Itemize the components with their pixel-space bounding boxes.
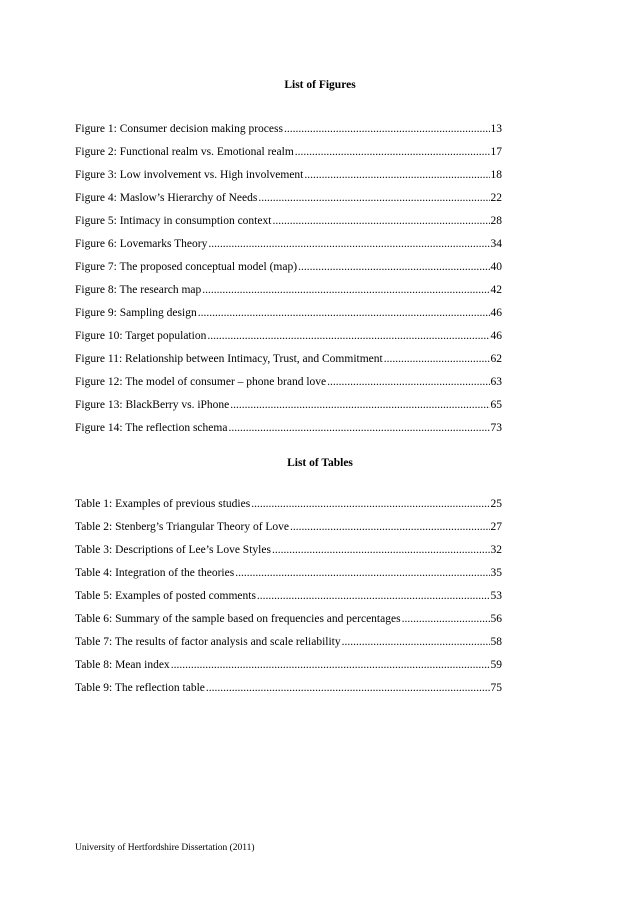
entry-title: Figure 11: Relationship between Intimacy, Trust, and Commitment [75,353,383,365]
page-number: 73 [490,422,502,434]
page-number: 32 [490,544,502,556]
entry-title: Table 6: Summary of the sample based on frequencies and percentages [75,613,401,625]
figure-entry [75,352,502,375]
page-number: 46 [490,307,502,319]
page-number: 42 [490,284,502,296]
figure-entry [75,214,502,237]
figure-entry [75,260,502,283]
entry-title: Figure 3: Low involvement vs. High involvement [75,169,304,181]
table-entry [75,635,502,658]
entry-title: Table 8: Mean index [75,659,170,671]
figure-entry [75,122,502,145]
page-number: 18 [490,169,502,181]
figure-entry [75,283,502,306]
page-number: 25 [490,498,502,510]
page-number: 65 [490,399,502,411]
entry-title: Figure 5: Intimacy in consumption context [75,215,272,227]
list-of-tables-heading: List of Tables [287,457,353,469]
page-number: 13 [490,123,502,135]
dot-leader [258,191,489,205]
table-entry [75,497,502,520]
page-number: 75 [490,682,502,694]
dot-leader [257,589,490,603]
figure-entry [75,237,502,260]
dot-leader [171,658,490,672]
dot-leader [202,283,489,297]
dot-leader [304,168,489,182]
page-number: 17 [490,146,502,158]
table-entry [75,566,502,589]
entry-title: Figure 12: The model of consumer – phone brand love [75,376,327,388]
entry-title: Figure 1: Consumer decision making process [75,123,283,135]
entry-title: Table 7: The results of factor analysis and scale reliability [75,636,341,648]
entry-title: Table 3: Descriptions of Lee’s Love Styles [75,544,271,556]
page-number: 27 [490,521,502,533]
page-number: 34 [490,238,502,250]
entry-title: Figure 4: Maslow’s Hierarchy of Needs [75,192,258,204]
entry-title: Table 9: The reflection table [75,682,205,694]
dot-leader [290,520,489,534]
dot-leader [272,214,489,228]
page-number: 35 [490,567,502,579]
page-number: 58 [490,636,502,648]
figure-entry [75,375,502,398]
page-number: 56 [490,613,502,625]
figures-list [75,122,502,444]
table-entry [75,658,502,681]
table-entry [75,543,502,566]
page-number: 46 [490,330,502,342]
entry-title: Figure 7: The proposed conceptual model (map) [75,261,298,273]
figure-entry [75,329,502,352]
tables-list [75,497,502,704]
figure-entry [75,191,502,214]
dot-leader [206,681,490,695]
dot-leader [207,329,489,343]
entry-title: Figure 13: BlackBerry vs. iPhone [75,399,230,411]
dot-leader [402,612,490,626]
dot-leader [342,635,490,649]
entry-title: Table 5: Examples of posted comments [75,590,256,602]
figure-entry [75,145,502,168]
entry-title: Table 1: Examples of previous studies [75,498,251,510]
entry-title: Figure 2: Functional realm vs. Emotional realm [75,146,294,158]
figure-entry [75,398,502,421]
entry-title: Figure 8: The research map [75,284,202,296]
dot-leader [327,375,489,389]
dot-leader [272,543,490,557]
entry-title: Figure 6: Lovemarks Theory [75,238,208,250]
figure-entry [75,421,502,444]
figure-entry [75,306,502,329]
dot-leader [208,237,489,251]
page-number: 22 [490,192,502,204]
page-number: 63 [490,376,502,388]
table-entry [75,520,502,543]
table-entry [75,612,502,635]
figure-entry [75,168,502,191]
dot-leader [235,566,489,580]
entry-title: Figure 14: The reflection schema [75,422,228,434]
page-footer: University of Hertfordshire Dissertation (2011) [75,843,255,853]
dot-leader [295,145,490,159]
table-entry [75,589,502,612]
entry-title: Figure 9: Sampling design [75,307,197,319]
page-number: 53 [490,590,502,602]
dot-leader [230,398,489,412]
dot-leader [298,260,489,274]
dot-leader [284,122,490,136]
dot-leader [251,497,489,511]
entry-title: Figure 10: Target population [75,330,207,342]
table-entry [75,681,502,704]
entry-title: Table 2: Stenberg’s Triangular Theory of Love [75,521,290,533]
dot-leader [198,306,490,320]
entry-title: Table 4: Integration of the theories [75,567,235,579]
page-number: 59 [490,659,502,671]
page-number: 40 [490,261,502,273]
list-of-figures-heading: List of Figures [284,79,356,91]
dot-leader [384,352,490,366]
dot-leader [228,421,489,435]
page-number: 62 [490,353,502,365]
page-number: 28 [490,215,502,227]
